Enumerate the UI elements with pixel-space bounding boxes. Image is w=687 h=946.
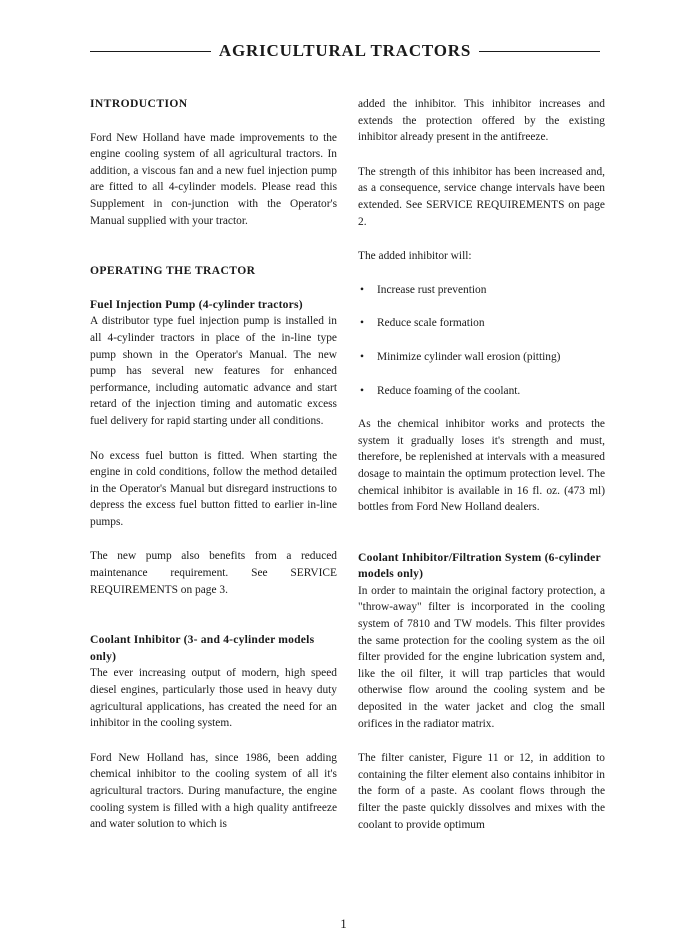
fuel-pump-paragraph-2: No excess fuel button is fitted. When starting the engine in cold conditions, follow the method detailed in the Operator's Manual but disregard instructions to depress the excess fuel button fitted to earlier in-line pumps. (90, 449, 337, 528)
introduction-paragraph: Ford New Holland have made improvements to the engine cooling system of all agricultural tractors. In addition, a viscous fan and a new fuel injection pump are fitted to all 4-cylinder models. Please read this Supplement in con-junction with the Operator's Manual supplied with your tractor. (90, 131, 337, 227)
filtration-paragraph-2: The filter canister, Figure 11 or 12, in addition to containing the filter element also contains inhibitor in the form of a paste. As coolant flows through the filter the paste quickly dissolves and mixes with the coolant to provide optimum (358, 752, 605, 831)
filtration-paragraph-1: In order to maintain the original factory protection, a "throw-away" filter is incorporated in the cooling system of 7810 and TW models. This filter provides the same protection for the cooling system as the oil filter provided for the engine lubrication system and, like the oil filter, it will trap particles that would otherwise flow around the cooling system and be deposited in the water jacket and clog the small orifices in the radiator matrix. (358, 584, 605, 730)
fuel-pump-heading: Fuel Injection Pump (4-cylinder tractors) (90, 297, 303, 311)
introduction-heading: INTRODUCTION (90, 97, 188, 110)
header-rule-left (90, 51, 211, 52)
list-item: • Reduce scale formation (358, 315, 605, 332)
page-number: 1 (340, 916, 347, 931)
coolant-paragraph-2: Ford New Holland has, since 1986, been adding chemical inhibitor to the cooling system of all it's agricultural tractors. During manufacture, the engine cooling system is filled with a high quality antifreeze and water solution to which is (90, 751, 337, 831)
page-header (90, 40, 600, 62)
filtration-system-heading: Coolant Inhibitor/Filtration System (6-cylinder models only) (358, 550, 601, 581)
list-item: • Reduce foaming of the coolant. (358, 383, 605, 400)
inhibitor-paragraph-2: The strength of this inhibitor has been increased and, as a consequence, service change intervals have been extended. See SERVICE REQUIREMENTS on page 2. (358, 165, 605, 228)
fuel-pump-paragraph-3: The new pump also benefits from a reduced maintenance requirement. See SERVICE REQUIREMENTS on page 3. (90, 550, 337, 596)
operating-heading: OPERATING THE TRACTOR (90, 264, 256, 278)
list-item: • Minimize cylinder wall erosion (pitting) (358, 349, 605, 366)
list-item: • Increase rust prevention (358, 282, 605, 299)
inhibitor-paragraph-4: As the chemical inhibitor works and protects the system it gradually loses it's strength and must, therefore, be replenished at intervals with a measured dosage to maintain the optimum protection level. The chemical inhibitor is available in 16 fl. oz. (473 ml) bottles from Ford New Holland dealers. (358, 418, 605, 514)
inhibitor-paragraph-3: The added inhibitor will: (358, 250, 472, 263)
header-rule-right (479, 51, 600, 52)
page-title: AGRICULTURAL TRACTORS (218, 41, 472, 60)
coolant-inhibitor-heading: Coolant Inhibitor (3- and 4-cylinder models only) (90, 633, 315, 663)
inhibitor-paragraph-1: added the inhibitor. This inhibitor increases and extends the protection offered by the existing inhibitor already present in the antifreeze. (358, 98, 605, 144)
left-column (90, 96, 337, 833)
right-column (358, 96, 605, 833)
inhibitor-benefits-list (358, 282, 605, 399)
coolant-paragraph-1: The ever increasing output of modern, high speed diesel engines, particularly those used in heavy duty agricultural applications, has created the need for an inhibitor in the cooling system. (90, 667, 337, 730)
fuel-pump-paragraph-1: A distributor type fuel injection pump is installed in all 4-cylinder tractors in place of the in-line type pump shown in the Operator's Manual. The new pump has several new features for enhanced performance, including automatic advance and start retard of the injection timing and automatic excess fuel delivery for rapid starting under all conditions. (90, 315, 337, 427)
